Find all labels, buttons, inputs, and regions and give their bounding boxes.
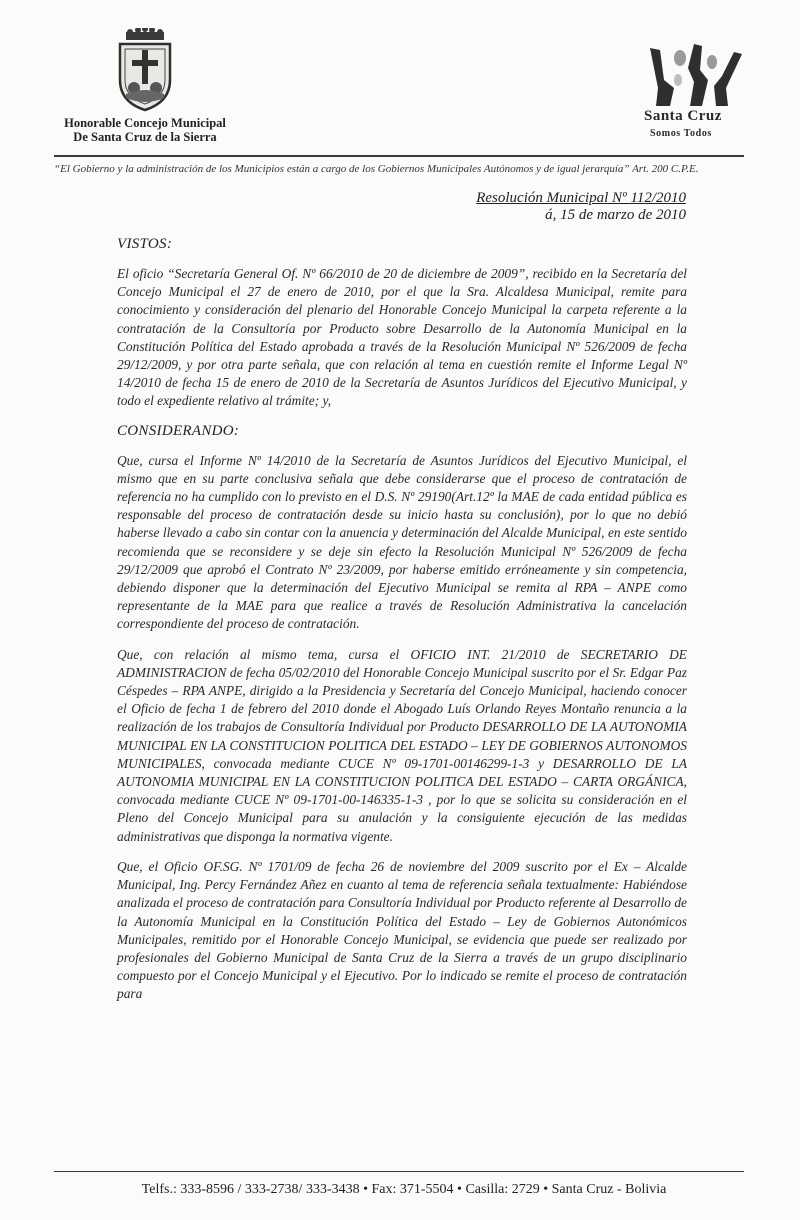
constitution-quote: “El Gobierno y la administración de los Municipios están a cargo de los Gobiernos Municipales Autónomos y de igual jerarquía” Art. 200 C.P.E. (54, 163, 699, 175)
considerando-paragraph-1: Que, cursa el Informe Nº 14/2010 de la Secretaría de Asuntos Jurídicos del Ejecutivo Municipal, el mismo que en su parte conclusiva señala que debe considerarse que el proceso de contratación de referencia no ha cumplido con lo previsto en el D.S. Nº 29190(Art.12º la MAE de cada entidad pública es responsable del proceso de contratación desde su inicio hasta su conclusión), por lo que no debió haberse llevado a cabo sin contar con la anuencia y determinación del Alcalde Municipal, en este sentido recomienda que se reconsidere y se deje sin efecto la Resolución Municipal Nº 526/2009 de fecha 29/12/2009 que aprobó el Contrato Nº 23/2009, por haberse emitido erróneamente y sin competencia, debiendo disponer que la determinación del Ejecutivo Municipal se remita al RPA – ANPE como representante de la MAE para que realice a través de Resolución Administrativa la cancelación correspondiente del proceso de contratación. (117, 452, 687, 632)
vistos-heading: VISTOS: (117, 236, 173, 252)
organization-name-line2: De Santa Cruz de la Sierra (73, 130, 217, 144)
considerando-paragraph-3: Que, el Oficio OF.SG. Nº 1701/09 de fecha 26 de noviembre del 2009 suscrito por el Ex – Alcalde Municipal, Ing. Percy Fernández Añez en cuanto al tema de referencia señala textualmente: Habiéndose analizada el proceso de contratación para Consultoría Individual por Producto referente al Desarrollo de la Autonomía Municipal en la Constitución Política del Estado – Ley de Gobiernos Autonómicos Municipales, remitido por el Honorable Concejo Municipal, se evidencia que puede ser realizado por profesionales del Gobierno Municipal de Santa Cruz de la Sierra a través de un grupo disciplinario compuesto por el Concejo Municipal y el Ejecutivo. Por lo indicado se remite el proceso de contratación para (117, 858, 687, 1002)
resolution-date: á, 15 de marzo de 2010 (545, 207, 686, 223)
coat-of-arms-icon (112, 28, 178, 112)
footer-divider (54, 1171, 744, 1172)
header-brand (624, 40, 764, 139)
header-organization (40, 28, 250, 144)
considerando-paragraph-2: Que, con relación al mismo tema, cursa el OFICIO INT. 21/2010 de SECRETARIO DE ADMINISTRACION de fecha 05/02/2010 del Honorable Concejo Municipal suscrito por el Sr. Edgar Paz Céspedes – RPA ANPE, dirigido a la Presidencia y Secretaría del Concejo Municipal, haciendo conocer el Oficio de fecha 1 de febrero del 2010 donde el Abogado Luís Orlando Reyes Montaño renuncia a la realización de los trabajos de Consultoría Individual por Producto DESARROLLO DE LA AUTONOMIA MUNICIPAL EN LA CONSTITUCION POLITICA DEL ESTADO – LEY DE GOBIERNOS AUTONOMOS MUNICIPALES, convocada mediante CUCE Nº 09-1701-00146299-1-3 y DESARROLLO DE LA AUTONOMIA MUNICIPAL EN LA CONSTITUCION POLITICA DEL ESTADO – CARTA ORGÁNICA, convocada mediante CUCE Nº 09-1701-00-146335-1-3 , por lo que se solicita su consideración en el Pleno del Concejo Municipal para su anulación y la consiguiente ejecución de las medidas administrativas que disponga la normativa vigente. (117, 646, 687, 844)
considerando-heading: CONSIDERANDO: (117, 422, 240, 439)
vistos-paragraph: El oficio “Secretaría General Of. Nº 66/2010 de 20 de diciembre de 2009”, recibido en la Secretaría del Concejo Municipal el 27 de enero de 2010, por el que la Sra. Alcaldesa Municipal, remite para conocimiento y consideración del plenario del Honorable Concejo Municipal la carpeta referente a la contratación de la Consultoría por Producto sobre Desarrollo de la Autonomía Municipal en la Constitución Política del Estado aprobada a través de la Resolución Municipal Nº 526/2009 de fecha 29/12/2009, y por otra parte señala, que con relación al tema en cuestión remite el Informe Legal Nº 14/2010 de fecha 15 de enero de 2010 de la Secretaría de Asuntos Jurídicos del Ejecutivo Municipal, y todo el expediente relativo al trámite; y, (117, 266, 687, 409)
brand-name: Santa Cruz (644, 108, 722, 124)
document-body (117, 232, 687, 1016)
raised-hands-icon (630, 40, 750, 110)
resolution-title: Resolución Municipal Nº 112/2010 (476, 190, 686, 206)
footer-contact: Telfs.: 333-8596 / 333-2738/ 333-3438 • Fax: 371-5504 • Casilla: 2729 • Santa Cruz - Bolivia (141, 1182, 667, 1197)
header-divider (54, 155, 744, 157)
brand-slogan: Somos Todos (650, 128, 712, 139)
organization-name-line1: Honorable Concejo Municipal (64, 116, 226, 130)
